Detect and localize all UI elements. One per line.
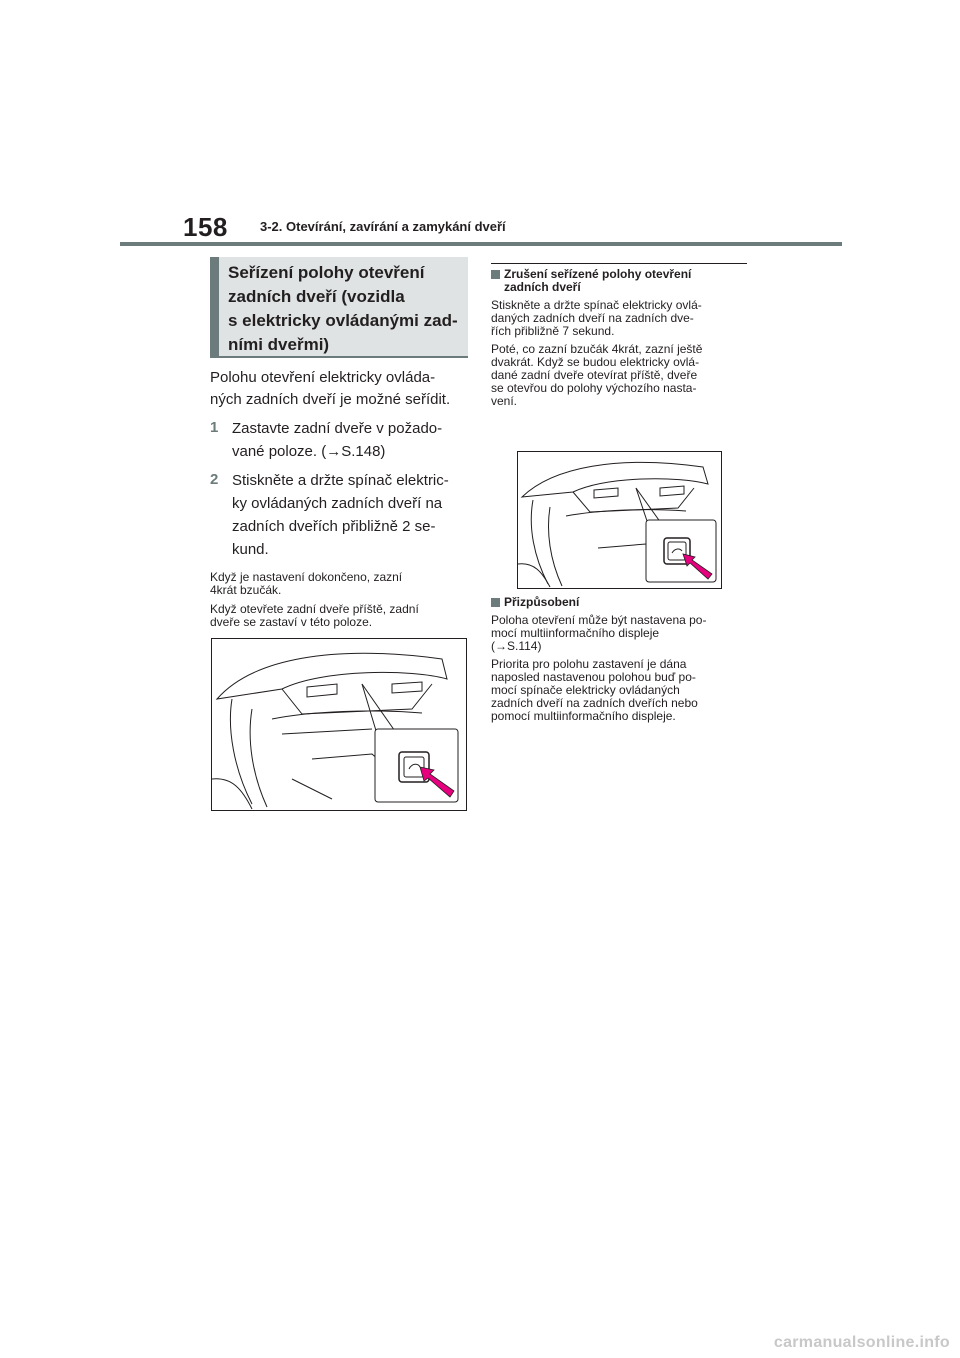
- step-number: 2: [210, 471, 219, 488]
- watermark: carmanualsonline.info: [773, 1334, 950, 1351]
- step-line: kund.: [232, 541, 269, 558]
- bullet-square-icon: [491, 270, 500, 279]
- step-1: [210, 417, 472, 463]
- step-2: [210, 469, 472, 561]
- text-line: vení.: [491, 394, 518, 408]
- heading-line: Seřízení polohy otevření: [228, 263, 425, 282]
- tailgate-figure-right: [517, 451, 722, 589]
- text-line: řích přibližně 7 sekund.: [491, 324, 615, 338]
- text-line: mocí multiinformačního displeje: [491, 626, 660, 640]
- custom-heading: [491, 596, 751, 609]
- cancel-paragraph-1: [491, 299, 751, 338]
- bullet-square-icon: [491, 598, 500, 607]
- page-number: 158: [183, 212, 228, 242]
- text-line: naposled nastavenou polohou buď po-: [491, 670, 696, 684]
- cancel-paragraph-2: [491, 343, 751, 408]
- step-line: Zastavte zadní dveře v požado-: [232, 420, 443, 437]
- text-line: daných zadních dveří na zadních dve-: [491, 311, 694, 325]
- note-line: dveře se zastaví v této poloze.: [210, 615, 373, 629]
- text-line: Priorita pro polohu zastavení je dána: [491, 657, 687, 671]
- heading-line: zadních dveří (vozidla: [228, 287, 405, 306]
- cancel-heading: [491, 268, 751, 294]
- tailgate-illustration: [518, 452, 721, 588]
- step-line: vané poloze. (→S.148): [232, 443, 386, 460]
- cancel-title-line: Zrušení seřízené polohy otevření: [504, 267, 692, 281]
- text-line: dvakrát. Když se budou elektricky ovlá-: [491, 355, 700, 369]
- text-line: mocí spínače elektricky ovládaných: [491, 683, 680, 697]
- intro-line: Polohu otevření elektricky ovláda-: [210, 369, 436, 386]
- heading-box: [210, 257, 468, 358]
- heading-line: s elektricky ovládanými zad-: [228, 311, 458, 330]
- custom-title: Přizpůsobení: [504, 595, 580, 609]
- heading-line: ními dveřmi): [228, 335, 330, 354]
- section-title: 3-2. Otevírání, zavírání a zamykání dveří: [260, 219, 506, 234]
- note-2: [210, 603, 472, 629]
- step-number: 1: [210, 419, 219, 436]
- note-line: Když otevřete zadní dveře příště, zadní: [210, 602, 419, 616]
- intro-text: [210, 367, 472, 411]
- text-line: (→S.114): [491, 639, 542, 653]
- tailgate-illustration: [212, 639, 466, 810]
- text-line: Stiskněte a držte spínač elektricky ovlá-: [491, 298, 702, 312]
- custom-paragraph-1: [491, 614, 751, 653]
- text-line: dané zadní dveře otevírat příště, dveře: [491, 368, 698, 382]
- intro-line: ných zadních dveří je možné seřídit.: [210, 391, 451, 408]
- text-line: pomocí multiinformačního displeje.: [491, 709, 676, 723]
- note-line: Když je nastavení dokončeno, zazní: [210, 570, 403, 584]
- tailgate-figure-left: [211, 638, 467, 811]
- note-1: [210, 571, 472, 597]
- right-column-rule: [491, 263, 747, 264]
- text-line: se otevřou do polohy výchozího nasta-: [491, 381, 697, 395]
- left-column: [210, 367, 472, 629]
- step-line: ky ovládaných zadních dveří na: [232, 495, 443, 512]
- step-line: zadních dveřích přibližně 2 se-: [232, 518, 436, 535]
- custom-paragraph-2: [491, 658, 751, 723]
- note-line: 4krát bzučák.: [210, 583, 282, 597]
- text-line: zadních dveří na zadních dveřích nebo: [491, 696, 698, 710]
- header-rule: [120, 242, 842, 246]
- step-line: Stiskněte a držte spínač elektric-: [232, 472, 449, 489]
- right-column: [491, 263, 751, 408]
- custom-section: [491, 596, 751, 723]
- text-line: Poloha otevření může být nastavena po-: [491, 613, 707, 627]
- cancel-title-line: zadních dveří: [504, 280, 581, 294]
- text-line: Poté, co zazní bzučák 4krát, zazní ještě: [491, 342, 703, 356]
